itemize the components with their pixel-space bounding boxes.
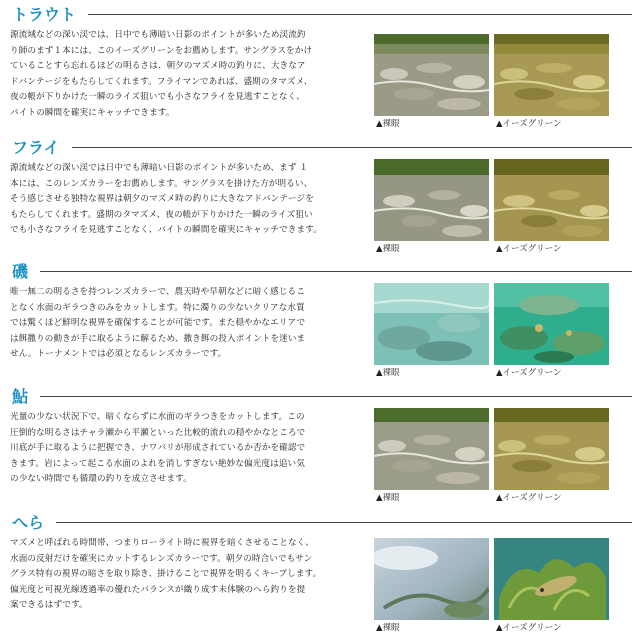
caption-ease-green: ▲イーズグリーン xyxy=(496,368,562,378)
caption-ease-green: ▲イーズグリーン xyxy=(496,244,562,254)
section-header xyxy=(0,512,640,534)
caption-naked-eye: ▲裸眼 xyxy=(376,368,400,378)
caption-ease-green: ▲イーズグリーン xyxy=(496,493,562,503)
description-line: 案できるはずです。 xyxy=(10,600,88,611)
section-title: トラウト xyxy=(12,5,77,24)
caption-ease-green: ▲イーズグリーン xyxy=(496,623,562,633)
section-title: へら xyxy=(12,513,45,532)
description-line: ていることすら忘れるほどの明るさは、朝夕のマズメ時の釣りに、大きなア xyxy=(10,61,306,72)
caption-ease-green: ▲イーズグリーン xyxy=(496,119,562,129)
section-title: 磯 xyxy=(12,262,29,281)
photo-ease-green-stream xyxy=(494,34,609,116)
description-line: 偏光度と可視光線透過率の優れたバランスが織り成す未体験のへら釣りを提 xyxy=(10,584,306,595)
description-line: 唯一無二の明るさを持つレンズカラーで、農天時や早朝などに暗く感じるこ xyxy=(10,287,305,297)
section-header xyxy=(0,137,640,159)
header-rule xyxy=(88,14,632,15)
section-description xyxy=(10,28,370,122)
header-rule xyxy=(56,522,632,523)
caption-naked-eye: ▲裸眼 xyxy=(376,119,400,129)
description-line: バイトの瞬間を確実にキャッチできます。 xyxy=(10,107,175,118)
description-line: の少ない時間でも循環の釣りを成立させます。 xyxy=(10,474,192,485)
section-header xyxy=(0,386,640,408)
description-line: 本には、このレンズカラーをお薦めします。サングラスを掛けた方が明るい、 xyxy=(10,178,313,189)
photo-naked-eye-stream xyxy=(374,34,489,116)
description-line: となく水面のギラつきのみをカットします。特に濁りの少ないクリアな水質 xyxy=(10,302,305,313)
section-description xyxy=(10,285,370,363)
description-line: せん。トーナメントでは必須となるレンズカラーです。 xyxy=(10,349,227,360)
description-line: もたらしてくれます。盛期のタマズメ、夜の帳が下りかけた一瞬のライズ狙い xyxy=(10,209,313,220)
photo-naked-eye-stream xyxy=(374,159,489,241)
description-line: でも小さなフライを見逃すことなく、バイトの瞬間を確実にキャッチできます。 xyxy=(10,225,322,236)
description-line: り師のまず１本には、このイーズグリーンをお薦めします。サングラスをかけ xyxy=(10,45,313,56)
caption-naked-eye: ▲裸眼 xyxy=(376,244,400,254)
photo-ease-green-stream xyxy=(494,159,609,241)
photo-naked-eye-sea xyxy=(374,283,489,365)
description-line: では驚くほど鮮明な視界を確保することが可能です。また穏やかなエリアで xyxy=(10,318,306,329)
description-line: グラス特有の視界の暗さを取り除き、掛けることで視界を明るくキープします。 xyxy=(10,569,322,580)
description-line: 光量の少ない状況下で、暗くならずに水面のギラつきをカットします。この xyxy=(10,412,305,422)
description-line: は餌撒りの動きが手に取るように解るため、撒き餌の投入ポイントを迷いま xyxy=(10,333,306,344)
description-line: マズメと呼ばれる時間帯、つまりローライト時に視界を暗くさせることなく、 xyxy=(10,538,314,548)
photo-ease-green-sea xyxy=(494,283,609,365)
section-description xyxy=(10,410,370,488)
section-description xyxy=(10,161,370,239)
header-rule xyxy=(40,396,632,397)
caption-naked-eye: ▲裸眼 xyxy=(376,623,400,633)
photo-naked-eye-river xyxy=(374,408,489,490)
description-line: 源流域などの深い渓では、日中でも薄暗い日影のポイントが多いため渓流釣 xyxy=(10,30,306,40)
description-line: 川底が手に取るように把握でき、ナワバリが形成されているか否かを確認で xyxy=(10,443,306,454)
caption-naked-eye: ▲裸眼 xyxy=(376,493,400,503)
description-line: 源流域などの深い渓では日中でも薄暗い日影のポイントが多いため、まず １ xyxy=(10,163,309,173)
description-line: 夜の帳が下りかけた一瞬のライズ狙いでも小さなフライを見逃すことなく、 xyxy=(10,92,305,103)
description-line: そう感じさせる独特な視界は朝夕のマズメ時の釣りに大きなアドバンテージを xyxy=(10,194,314,205)
description-line: 圧倒的な明るさはチャラ瀬から平瀬といった比較的流れの穏やかなところで xyxy=(10,427,306,438)
header-rule xyxy=(40,271,632,272)
photo-ease-green-river xyxy=(494,408,609,490)
header-rule xyxy=(72,147,632,148)
section-description xyxy=(10,536,370,614)
section-header xyxy=(0,261,640,283)
description-line: ドバンテージをもたらしてくれます。フライマンであれば、盛期のタマズメ、 xyxy=(10,76,313,87)
photo-naked-eye-pond xyxy=(374,538,489,620)
section-title: フライ xyxy=(12,138,60,157)
section-header xyxy=(0,4,640,26)
description-line: きます。岩によって起こる水面のよれを消しすぎない絶妙な偏光度は追い気 xyxy=(10,458,305,469)
section-title: 鮎 xyxy=(12,387,29,406)
description-line: 水面の反射だけを確実にカットするレンズカラーです。朝夕の時合いでもサン xyxy=(10,553,313,564)
photo-ease-green-pond xyxy=(494,538,609,620)
